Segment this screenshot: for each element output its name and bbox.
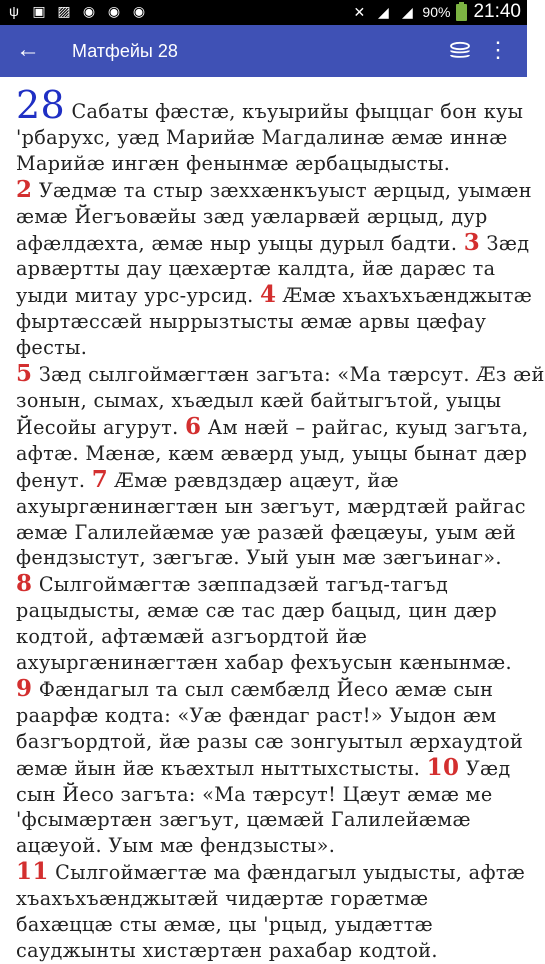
image-icon: ▨ (57, 3, 71, 19)
text-line: зонын, сымах, хъæдыл кæй байтыгътой, уыцы (16, 388, 502, 412)
wifi-icon: ◢ (378, 3, 389, 20)
text-line: фыртæссæй ныррызтысты æмæ арвы цæфау (16, 310, 487, 334)
verse-number: 3 (463, 228, 481, 256)
text-line: Марийæ ингæн фенынмæ æрбацыдысты. (16, 151, 451, 175)
text-line: сауджынты хистæртæн рахабар кодтой. (16, 939, 438, 962)
text-line: æмæ Йегъовæйы зæд уæларвæй æрцыд, дур (16, 204, 488, 228)
text-line: 'рбарухс, уæд Марийæ Магдалинæ æмæ иннæ (16, 125, 508, 149)
verse-number: 11 (16, 858, 49, 886)
layers-icon[interactable] (448, 39, 472, 63)
chapter-number: 28 (16, 83, 66, 127)
text-line: 'фсымæртæн зæгъут, цæмæй Галилейæмæ (16, 808, 471, 832)
verse-number: 2 (16, 175, 33, 203)
text-line: афæлдæхта, æмæ ныр уыцы дурыл бадти. 3 Зæд (16, 228, 530, 256)
status-bar (0, 0, 527, 25)
mute-icon: ✕ (353, 3, 366, 20)
clock: 21:40 (473, 1, 521, 22)
text-line: 11 Сылгоймæгтæ ма фæндагыл уыдысты, афтæ (16, 858, 526, 886)
text-line: фендзыстут, зæгъгæ. Уый уын мæ зæгъинаг». (16, 546, 502, 570)
text-line: фенут. 7 Æмæ рæвдздæр ацæут, йæ (16, 465, 399, 493)
text-line: афтæ. Мæнæ, кæм æвæрд уыд, уыцы бынат дæр (16, 441, 528, 465)
text-line: арвæртты дау цæхæртæ калдта, йæ дарæс та (16, 257, 496, 281)
text-line: сын Йесо загъта: «Ма тæрсут! Цæут æмæ ме (16, 782, 493, 806)
text-line: ахуыргæнинæгтæн хабар фехъусын кæнынмæ. (16, 651, 512, 675)
verse-number: 5 (16, 360, 33, 388)
text-line: 2 Уæдмæ та стыр зæххæнкъуыст æрцыд, уымæн (16, 175, 532, 203)
text-line: рацыдысты, æмæ сæ тас дæр бацыд, цин дæр (16, 599, 498, 623)
text-line: 5 Зæд сылгоймæгтæн загъта: «Ма тæрсут. Æз æй (16, 360, 545, 388)
text-line: 28 Сабаты фæстæ, къуырийы фыццаг бон куы (16, 83, 524, 127)
text-line: 8 Сылгоймæгтæ зæппадзæй тагъд-тагъд (16, 570, 449, 598)
text-line: раарфæ кодта: «Уæ фæндаг раст!» Уыдон æм (16, 703, 497, 727)
text-line: фесты. (16, 336, 88, 360)
text-line: бахæццæ сты æмæ, цы 'рцыд, уыдæттæ (16, 913, 434, 937)
verse-number: 9 (16, 674, 33, 702)
chapter-text (16, 83, 545, 964)
battery-percent: 90% (422, 4, 451, 20)
chrome-icon: ◉ (107, 3, 121, 19)
verse-number: 8 (16, 570, 33, 598)
text-line: æмæ Галилейæмæ уæ разæй фæцæуы, уым æй (16, 520, 517, 544)
chrome-icon: ◉ (82, 3, 96, 19)
more-options-icon[interactable]: ⋮ (487, 37, 509, 62)
text-line: ахуыргæнинæгтæн ын зæгъут, мæрдтæй райгас (16, 494, 526, 518)
system-icons (350, 2, 521, 22)
signal-icon: ◢ (402, 3, 413, 20)
notification-icons (6, 3, 147, 20)
battery-icon (456, 4, 467, 21)
text-line: ацæуой. Уым мæ фендзысты». (16, 834, 336, 858)
verse-number: 6 (184, 412, 202, 440)
verse-number: 10 (426, 753, 460, 781)
app-bar (0, 25, 527, 77)
page-title: Матфейы 28 (72, 41, 178, 61)
sim-icon: ▣ (32, 3, 46, 19)
text-line: 9 Фæндагыл та сыл сæмбæлд Йесо æмæ сын (16, 674, 494, 702)
verse-number: 7 (91, 465, 109, 493)
text-line: базгъордтой, йæ разы сæ зонгуытыл æрхаудтой (16, 729, 524, 753)
back-arrow-icon[interactable]: ← (16, 36, 40, 63)
chrome-icon: ◉ (132, 3, 146, 19)
usb-icon: ψ (9, 3, 19, 19)
verse-number: 4 (260, 281, 277, 309)
text-line: хъахъхъæнджытæй чидæртæ горæтмæ (16, 887, 429, 911)
text-line: кодтой, афтæмæй азгъордтой йæ (16, 625, 368, 649)
text-line: уыди митау урс-урсид. 4 Æмæ хъахъхъæнджытæ (16, 281, 533, 309)
text-line: Йесойы агурут. 6 Ам нæй – райгас, куыд загъта, (16, 412, 529, 440)
text-line: æмæ йын йæ къæхтыл ныттыхстысты. 10 Уæд (16, 753, 511, 781)
